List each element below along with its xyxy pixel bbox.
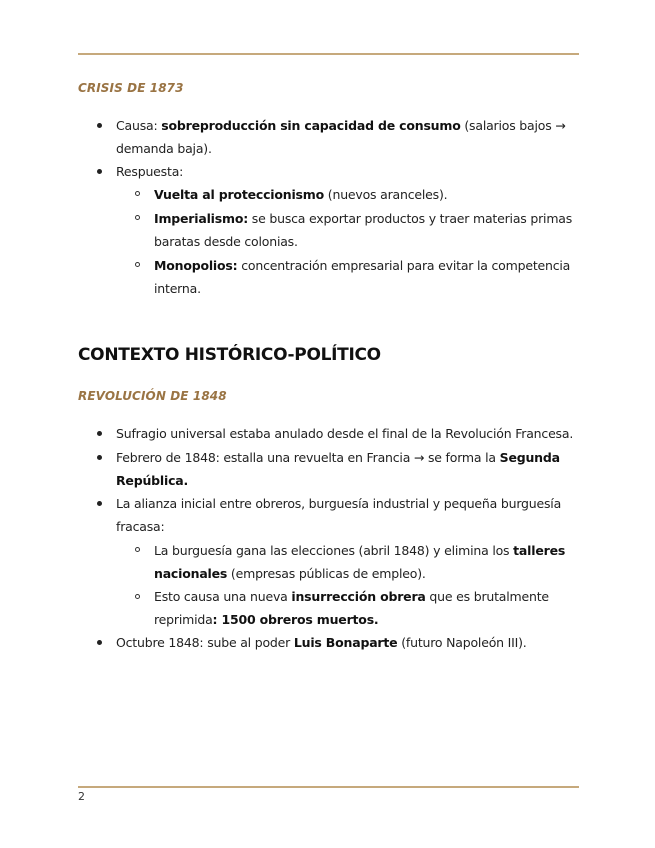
sub-item-proteccionismo: Vuelta al proteccionismo (nuevos aranceles). bbox=[154, 187, 448, 202]
sub-item-insurreccion-cont: reprimida: 1500 obreros muertos. bbox=[154, 612, 379, 627]
list-item-alianza: La alianza inicial entre obreros, burguesía industrial y pequeña burguesía bbox=[116, 496, 562, 511]
sub-bullet bbox=[135, 191, 140, 196]
sub-item-imperialismo: Imperialismo: se busca exportar productos y traer materias primas bbox=[154, 211, 573, 226]
sub-item-burguesia-cont: nacionales (empresas públicas de empleo). bbox=[154, 566, 426, 581]
subtitle-crisis-1873: CRISIS DE 1873 bbox=[78, 81, 184, 95]
list-item-cause: Causa: sobreproducción sin capacidad de consumo (salarios bajos → bbox=[116, 118, 566, 133]
bullet bbox=[97, 640, 102, 645]
sub-item-burguesia: La burguesía gana las elecciones (abril 1848) y elimina los talleres bbox=[154, 543, 566, 558]
sub-item-monopolios: Monopolios: concentración empresarial para evitar la competencia bbox=[154, 258, 571, 273]
list-item-response: Respuesta: bbox=[116, 164, 184, 179]
sub-bullet bbox=[135, 594, 140, 599]
list-item-febrero-cont: República. bbox=[116, 473, 189, 488]
header-rule bbox=[78, 53, 579, 55]
sub-item-monopolios-cont: interna. bbox=[154, 281, 201, 296]
sub-bullet bbox=[135, 215, 140, 220]
bullet bbox=[97, 431, 102, 436]
footer-rule bbox=[78, 786, 579, 788]
section-heading: CONTEXTO HISTÓRICO-POLÍTICO bbox=[78, 345, 381, 365]
list-item-cause-cont: demanda baja). bbox=[116, 141, 212, 156]
list-item-alianza-cont: fracasa: bbox=[116, 519, 165, 534]
sub-item-imperialismo-cont: baratas desde colonias. bbox=[154, 234, 298, 249]
sub-item-insurreccion: Esto causa una nueva insurrección obrera que es brutalmente bbox=[154, 589, 549, 604]
list-item-febrero: Febrero de 1848: estalla una revuelta en Francia → se forma la Segunda bbox=[116, 450, 560, 465]
page-number: 2 bbox=[78, 790, 85, 803]
list-item-sufragio: Sufragio universal estaba anulado desde el final de la Revolución Francesa. bbox=[116, 426, 574, 441]
sub-bullet bbox=[135, 262, 140, 267]
subtitle-revolucion-1848: REVOLUCIÓN DE 1848 bbox=[78, 389, 227, 403]
bullet bbox=[97, 169, 102, 174]
bullet bbox=[97, 501, 102, 506]
bullet bbox=[97, 455, 102, 460]
list-item-octubre: Octubre 1848: sube al poder Luis Bonaparte (futuro Napoleón III). bbox=[116, 635, 527, 650]
bullet bbox=[97, 123, 102, 128]
sub-bullet bbox=[135, 547, 140, 552]
